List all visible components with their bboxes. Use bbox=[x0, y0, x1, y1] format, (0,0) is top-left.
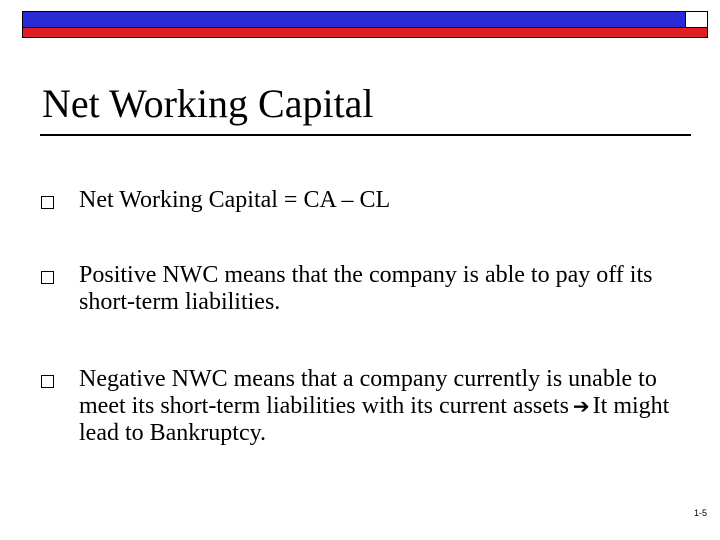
blue-stripe bbox=[22, 11, 686, 28]
bullet-text-after-arrow: It might lead to Bankruptcy. bbox=[79, 393, 670, 446]
hollow-square-bullet-icon bbox=[41, 271, 54, 284]
header-decoration-band bbox=[22, 11, 708, 38]
bullet-text: Positive NWC means that the company is able to pay off its short-term liabilities. bbox=[79, 262, 653, 315]
slide-number: 1-5 bbox=[693, 508, 707, 518]
bullet-text bbox=[79, 366, 679, 447]
slide-title: Net Working Capital bbox=[42, 81, 374, 126]
bullet-text-before-arrow: Negative NWC means that a company currently is unable to meet its short-term liabilities with its current assets bbox=[79, 366, 657, 419]
title-underline bbox=[40, 134, 691, 136]
corner-square bbox=[686, 11, 708, 28]
hollow-square-bullet-icon bbox=[41, 196, 54, 209]
bullet-text: Net Working Capital = CA – CL bbox=[79, 187, 391, 213]
right-arrow-icon: ➔ bbox=[572, 394, 590, 418]
hollow-square-bullet-icon bbox=[41, 375, 54, 388]
red-stripe bbox=[22, 28, 708, 38]
